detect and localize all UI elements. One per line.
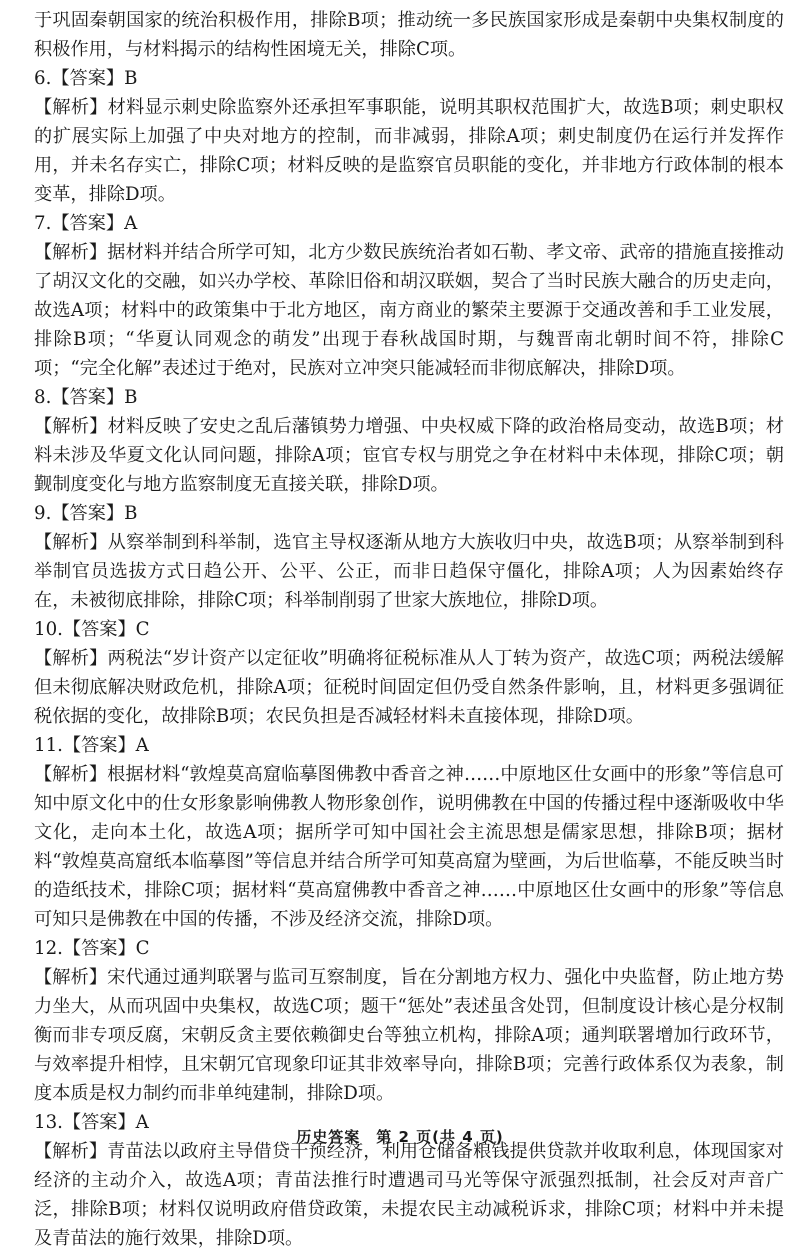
answer-line: 8.【答案】B [34,387,138,408]
explanation-paragraph: 【解析】根据材料“敦煌莫高窟临摹图佛教中香音之神……中原地区仕女画中的形象”等信息可知中原文化中的仕女形象影响佛教人物形象创作，说明佛教在中国的传播过程中逐渐吸收中华文化，走向本土化，故选A项；据所学可知中国社会主流思想是儒家思想，排除B项；据材料“敦煌莫高窟纸本临摹图”等信息并结合所学可知莫高窟为壁画，为后世临摹，不能反映当时的造纸技术，排除C项；据材料“莫高窟佛教中香音之神……中原地区仕女画中的形象”等信息可知只是佛教在中国的传播，不涉及经济交流，排除D项。 [34,764,784,930]
answer-item-12 [34,934,784,1108]
explanation-paragraph: 【解析】两税法“岁计资产以定征收”明确将征税标准从人丁转为资产，故选C项；两税法缓解但未彻底解决财政危机，排除A项；征税时间固定但仍受自然条件影响，且，材料更多强调征税依据的变化，故排除B项；农民负担是否减轻材料未直接体现，排除D项。 [34,648,784,727]
answer-line: 13.【答案】A [34,1112,149,1133]
explanation-paragraph: 【解析】青苗法以政府主导借贷干预经济，利用仓储备粮钱提供贷款并收取利息，体现国家对经济的主动介入，故选A项；青苗法推行时遭遇司马光等保守派强烈抵制，社会反对声音广泛，排除B项；材料仅说明政府借贷政策，未提农民主动减税诉求，排除C项；材料中并未提及青苗法的施行效果，排除D项。 [34,1141,784,1249]
intro-paragraph: 于巩固秦朝国家的统治积极作用，排除B项；推动统一多民族国家形成是秦朝中央集权制度的积极作用，与材料揭示的结构性困境无关，排除C项。 [34,10,784,60]
answer-item-10 [34,615,784,731]
answer-item-9 [34,499,784,615]
answer-line: 7.【答案】A [34,213,138,234]
explanation-paragraph: 【解析】宋代通过通判联署与监司互察制度，旨在分割地方权力、强化中央监督，防止地方势力坐大，从而巩固中央集权，故选C项；题干“惩处”表述虽含处罚，但制度设计核心是分权制衡而非专项反腐，宋朝反贪主要依赖御史台等独立机构，排除A项；通判联署增加行政环节，与效率提升相悖，且宋朝冗官现象印证其非效率导向，排除B项；完善行政体系仅为表象，制度本质是权力制约而非单纯建制，排除D项。 [34,967,784,1104]
answer-line: 6.【答案】B [34,68,138,89]
answer-item-8 [34,383,784,499]
answer-line: 12.【答案】C [34,938,150,959]
answer-item-6 [34,64,784,209]
explanation-paragraph: 【解析】材料反映了安史之乱后藩镇势力增强、中央权威下降的政治格局变动，故选B项；材料未涉及华夏文化认同问题，排除A项；宦官专权与朋党之争在材料中未体现，排除C项；朝觐制度变化与地方监察制度无直接关联，排除D项。 [34,416,784,495]
answer-item-7 [34,209,784,383]
answer-item-11 [34,731,784,934]
answer-content [34,6,784,1253]
explanation-paragraph: 【解析】材料显示刺史除监察外还承担军事职能，说明其职权范围扩大，故选B项；刺史职权的扩展实际上加强了中央对地方的控制，而非减弱，排除A项；刺史制度仍在运行并发挥作用，并未名存实亡，排除C项；材料反映的是监察官员职能的变化，并非地方行政体制的根本变革，排除D项。 [34,97,784,205]
page-footer: 历史答案 第 2 页(共 4 页) [296,1128,504,1146]
explanation-paragraph: 【解析】据材料并结合所学可知，北方少数民族统治者如石勒、孝文帝、武帝的措施直接推动了胡汉文化的交融，如兴办学校、革除旧俗和胡汉联姻，契合了当时民族大融合的历史走向，故选A项；材料中的政策集中于北方地区，南方商业的繁荣主要源于交通改善和手工业发展，排除B项；“华夏认同观念的萌发”出现于春秋战国时期，与魏晋南北朝时间不符，排除C项；“完全化解”表述过于绝对，民族对立冲突只能减轻而非彻底解决，排除D项。 [34,242,784,379]
answer-line: 9.【答案】B [34,503,138,524]
answer-line: 11.【答案】A [34,735,149,756]
explanation-paragraph: 【解析】从察举制到科举制，选官主导权逐渐从地方大族收归中央，故选B项；从察举制到科举制官员选拔方式日趋公开、公平、公正，而非日趋保守僵化，排除A项；人为因素始终存在，未被彻底排除，排除C项；科举制削弱了世家大族地位，排除D项。 [34,532,784,611]
answer-line: 10.【答案】C [34,619,150,640]
